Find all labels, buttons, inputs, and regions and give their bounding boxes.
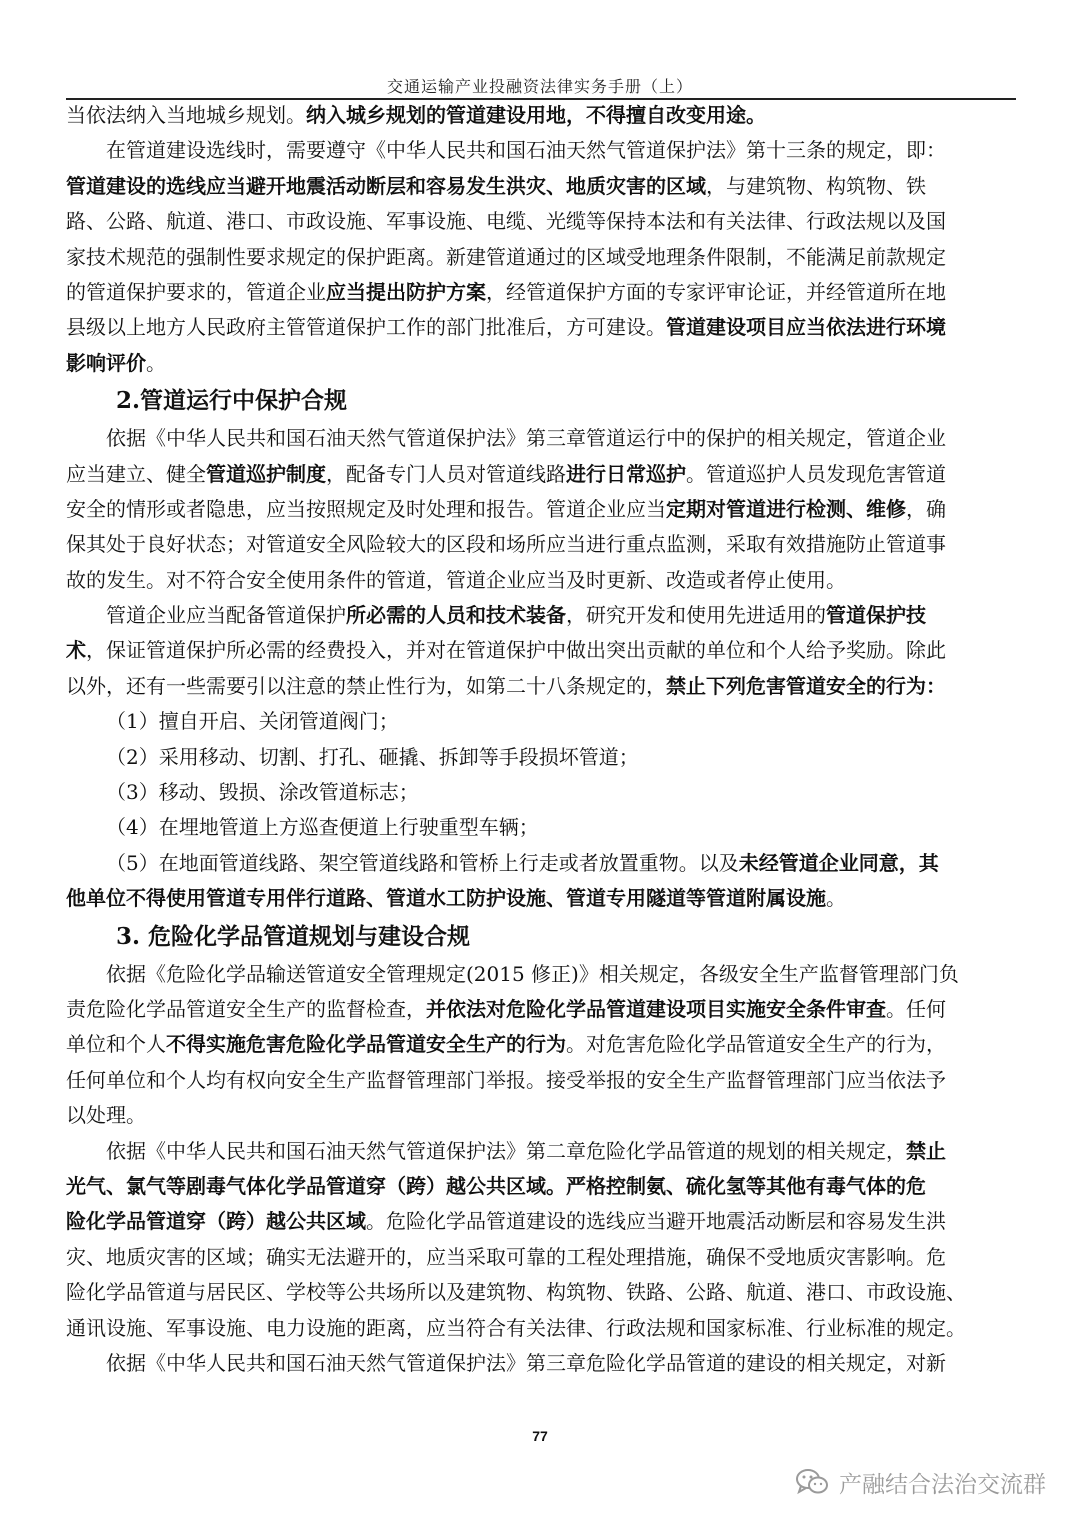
text-line [66,492,1016,527]
paragraph-start-line [66,421,1016,456]
text-line [66,204,1016,239]
paragraph-start-line [66,1134,1016,1169]
text-span: 任何单位和个人均有权向安全生产监督管理部门举报。接受举报的安全生产监督管理部门应当依法予 [66,1067,946,1092]
text-span: （3）移动、毁损、涂改管道标志； [106,780,419,805]
text-line [66,1169,1016,1204]
text-line [66,1063,1016,1098]
text-span: 保其处于良好状态；对管道安全风险较大的区段和场所应当进行重点监测，采取有效措施防止管道事 [66,532,946,557]
text-line [66,346,1016,381]
bold-text: 定期对管道进行检测、维修 [666,496,906,521]
text-span: 县级以上地方人民政府主管管道保护工作的部门批准后，方可建设。 [66,315,666,340]
text-span: 依据《中华人民共和国石油天然气管道保护法》第二章危险化学品管道的规划的相关规定， [106,1138,906,1163]
bold-text: 他单位不得使用管道专用伴行道路、管道水工防护设施、管道专用隧道等管道附属设施 [66,886,826,911]
bold-text: 险化学品管道穿（跨）越公共区域 [66,1209,366,1234]
watermark [795,1462,1046,1502]
text-span: 以外，还有一些需要引以注意的禁止性行为，如第二十八条规定的， [66,673,666,698]
text-line [66,169,1016,204]
text-span: （5）在地面管道线路、架空管道线路和管桥上行走或者放置重物。以及 [106,850,739,875]
text-span: 在管道建设选线时，需要遵守《中华人民共和国石油天然气管道保护法》第十三条的规定，即： [106,138,946,163]
bold-text: 管道保护技 [826,603,926,628]
bold-text: 应当提出防护方案 [326,279,486,304]
text-span: 故的发生。对不符合安全使用条件的管道，管道企业应当及时更新、改造或者停止使用。 [66,567,846,592]
bold-text: 所必需的人员和技术装备 [346,603,566,628]
text-line [66,633,1016,668]
text-span: 责危险化学品管道安全生产的监督检查， [66,996,426,1021]
text-span: 依据《中华人民共和国石油天然气管道保护法》第三章危险化学品管道的建设的相关规定，对新 [106,1350,946,1375]
list-item [66,810,1016,845]
paragraph-start-line [66,1346,1016,1381]
text-line [66,98,1016,133]
bold-text: 禁止 [906,1138,946,1163]
paragraph-start-line [66,133,1016,168]
text-line [66,240,1016,275]
text-span: 灾、地质灾害的区域；确实无法避开的，应当采取可靠的工程处理措施，确保不受地质灾害影响。危 [66,1244,946,1269]
text-span: 单位和个人 [66,1032,166,1057]
text-span: （1）擅自开启、关闭管道阀门； [106,709,399,734]
text-span: （4）在埋地管道上方巡查便道上行驶重型车辆； [106,815,539,840]
text-line [66,1098,1016,1133]
text-span: 依据《危险化学品输送管道安全管理规定(2015 修正)》相关规定，各级安全生产监督管理部门负 [106,961,959,986]
bold-text: 2.管道运行中保护合规 [116,387,348,415]
text-line [66,275,1016,310]
text-span: 路、公路、航道、港口、市政设施、军事设施、电缆、光缆等保持本法和有关法律、行政法规以及国 [66,209,946,234]
text-span: 管道企业应当配备管道保护 [106,603,346,628]
bold-text: 未经管道企业同意，其 [738,850,939,875]
text-span: 的管道保护要求的，管道企业 [66,279,326,304]
text-span: ，配备专门人员对管道线路 [326,461,566,486]
bold-text: 术 [66,638,86,663]
paragraph-start-line [66,598,1016,633]
list-item [66,704,1016,739]
text-line [66,992,1016,1027]
text-span: 安全的情形或者隐患，应当按照规定及时处理和报告。管道企业应当 [66,496,666,521]
bold-text: 纳入城乡规划的管道建设用地，不得擅自改变用途。 [306,103,766,127]
bold-text: 禁止下列危害管道安全的行为： [666,673,946,698]
text-span: 家技术规范的强制性要求规定的保护距离。新建管道通过的区域受地理条件限制，不能满足前款规定 [66,244,946,269]
text-line [66,669,1016,704]
text-span: 。对危害危险化学品管道安全生产的行为， [566,1032,946,1057]
paragraph-start-line [66,957,1016,992]
text-span: 应当建立、健全 [66,461,206,486]
running-header: 交通运输产业投融资法律实务手册（上） [386,77,693,96]
text-span: 通讯设施、军事设施、电力设施的距离，应当符合有关法律、行政法规和国家标准、行业标准的规定。 [66,1315,966,1340]
text-span: ，保证管道保护所必需的经费投入，并对在管道保护中做出突出贡献的单位和个人给予奖励。除此 [86,638,946,663]
bold-text: 管道巡护制度 [206,461,326,486]
text-span: （2）采用移动、切割、打孔、砸撬、拆卸等手段损坏管道； [106,744,639,769]
section-heading [66,381,1016,421]
list-item [66,740,1016,775]
text-span: ，研究开发和使用先进适用的 [566,603,826,628]
text-span: 。 [146,350,166,375]
text-span: 以处理。 [66,1103,146,1128]
text-span: 依据《中华人民共和国石油天然气管道保护法》第三章管道运行中的保护的相关规定，管道企业 [106,426,946,451]
text-line [66,1240,1016,1275]
text-line [66,1204,1016,1239]
text-span: 。危险化学品管道建设的选线应当避开地震活动断层和容易发生洪 [366,1209,946,1234]
text-span: 。 [826,886,846,911]
bold-text: 进行日常巡护 [566,461,686,486]
watermark-text: 产融结合法治交流群 [839,1471,1046,1498]
bold-text: 并依法对危险化学品管道建设项目实施安全条件审查 [426,996,886,1021]
document-body [66,98,1016,1381]
text-span: 。管道巡护人员发现危害管道 [686,461,946,486]
bold-text: 3. 危险化学品管道规划与建设合规 [116,922,471,950]
text-span: ，确 [906,496,946,521]
text-line [66,563,1016,598]
text-line [66,310,1016,345]
text-line [66,1027,1016,1062]
text-line [66,1275,1016,1310]
section-heading [66,917,1016,957]
list-item [66,775,1016,810]
wechat-icon [795,1467,829,1497]
bold-text: 管道建设的选线应当避开地震活动断层和容易发生洪灾、地质灾害的区域 [66,173,706,198]
text-line [66,457,1016,492]
text-span: 。任何 [886,996,946,1021]
bold-text: 不得实施危害危险化学品管道安全生产的行为 [166,1032,566,1057]
text-line [66,881,1016,916]
page-number: 77 [532,1428,548,1444]
text-line [66,1311,1016,1346]
bold-text: 管道建设项目应当依法进行环境 [666,315,946,340]
text-span: ，与建筑物、构筑物、铁 [706,173,926,198]
text-line [66,527,1016,562]
bold-text: 影响评价 [66,350,146,375]
text-span: 当依法纳入当地城乡规划。 [66,103,306,127]
bold-text: 光气、氯气等剧毒气体化学品管道穿（跨）越公共区域。严格控制氨、硫化氢等其他有毒气体的危 [66,1173,926,1198]
text-span: ，经管道保护方面的专家评审论证，并经管道所在地 [486,279,946,304]
list-item [66,846,1016,881]
text-span: 险化学品管道与居民区、学校等公共场所以及建筑物、构筑物、铁路、公路、航道、港口、市政设施、 [66,1280,966,1305]
